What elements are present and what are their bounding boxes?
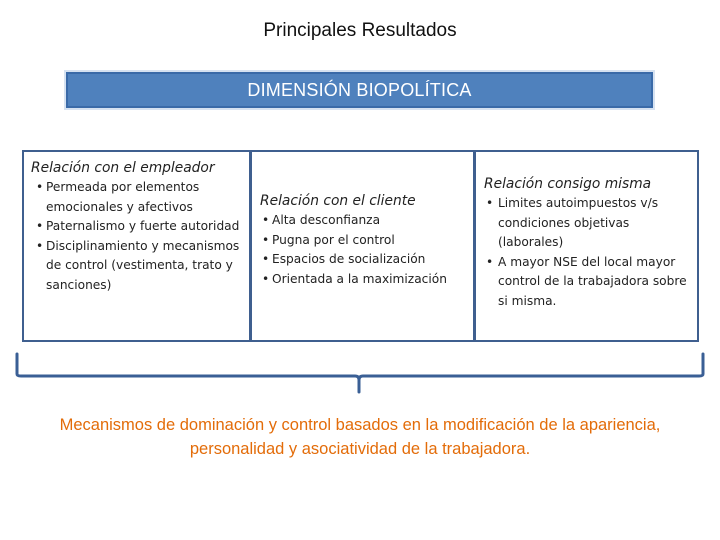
list-item: • Orientada a la maximización xyxy=(260,270,467,290)
list-item: • Alta desconfianza xyxy=(260,211,467,231)
list-item: • Disciplinamiento y mecanismos de control (vestimenta, trato y sanciones) xyxy=(34,237,243,296)
list-item: • Paternalismo y fuerte autoridad xyxy=(34,217,243,237)
list-item: • A mayor NSE del local mayor control de la trabajadora sobre si misma. xyxy=(484,253,691,312)
panel-self-heading: Relación consigo misma xyxy=(484,176,652,192)
conclusion-text: Mecanismos de dominación y control basados en la modificación de la apariencia, personalidad y asociatividad de la trabajadora. xyxy=(59,416,661,458)
list-item: • Limites autoimpuestos v/s condiciones objetivas (laborales) xyxy=(484,194,691,253)
page-title: Principales Resultados xyxy=(263,20,457,41)
panel-employer-heading: Relación con el empleador xyxy=(31,160,215,176)
grouping-bracket-line xyxy=(17,354,703,392)
panel-client-heading: Relación con el cliente xyxy=(260,193,416,209)
list-item: • Espacios de socialización xyxy=(260,250,467,270)
dimension-banner-label: DIMENSIÓN BIOPOLÍTICA xyxy=(247,79,472,100)
list-item: • Permeada por elementos emocionales y afectivos xyxy=(34,178,243,217)
list-item: • Pugna por el control xyxy=(260,231,467,251)
